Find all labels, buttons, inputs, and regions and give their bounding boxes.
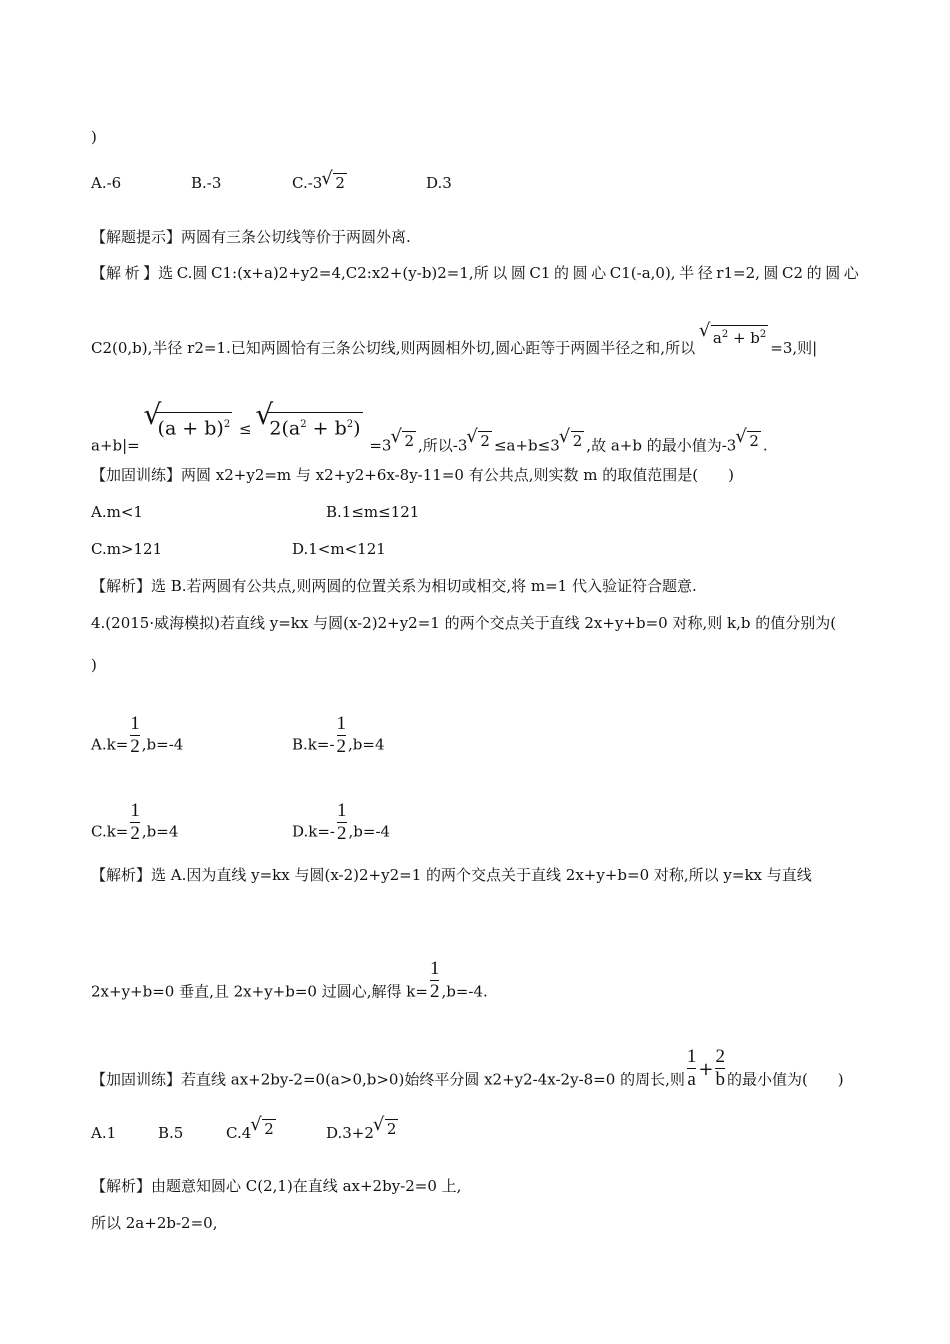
drill1-question: 【加固训练】两圆 x2+y2=m 与 x2+y2+6x-8y-11=0 有公共点,则实数 m 的取值范围是( ) (91, 466, 734, 484)
q3-analysis-line1: 【解 析 】选 C.圆 C1:(x+a)2+y2=4,C2:x2+(y-b)2=1,所 以 圆 C1 的 圆 心 C1(-a,0), 半 径 r1=2, 圆 C2 的 圆 心 (91, 264, 859, 282)
drill2-option-d: D.3+2√ 2 (326, 1123, 400, 1143)
q3-hint: 【解题提示】两圆有三条公切线等价于两圆外离. (91, 228, 411, 246)
drill2-option-c: C.4√ 2 (226, 1123, 278, 1143)
sqrt-2-a2-b2: √ $2(a^2 + b^2)$ (257, 412, 362, 440)
drill1-option-c: C.m>121 (91, 540, 163, 558)
q4-option-c: C.k= $\frac{1}{2}$ ,b=4 (91, 800, 179, 844)
drill1-option-d: D.1<m<121 (292, 540, 386, 558)
q3-option-b: B.-3 (191, 174, 222, 192)
q4-option-d: D.k=- $\frac{1}{2}$ ,b=-4 (292, 800, 391, 844)
q4-tail: ) (91, 656, 97, 674)
drill2-option-b: B.5 (158, 1124, 184, 1142)
drill1-option-a: A.m<1 (91, 503, 143, 521)
drill1-option-b: B.1≤m≤121 (326, 503, 420, 521)
q3-analysis-line3: a+b|= √ $(a + b)^2$ ≤ √ $2(a^2 + b^2) =3√$ 2 ,所以-3√ 2 ≤a+b≤3√ 2 ,故 a+b 的最小值为-3√ 2 . (91, 428, 768, 456)
q3-option-c: C.-3√ 2 (292, 173, 349, 193)
drill1-analysis: 【解析】选 B.若两圆有公共点,则两圆的位置关系为相切或相交,将 m=1 代入验证符合题意. (91, 577, 697, 595)
q4-analysis-line1: 【解析】选 A.因为直线 y=kx 与圆(x-2)2+y2=1 的两个交点关于直线 2x+y+b=0 对称,所以 y=kx 与直线 (91, 866, 812, 884)
q4-option-a: A.k= $\frac{1}{2}$ ,b=-4 (91, 713, 184, 757)
q3-tail: ) (91, 128, 97, 146)
drill2-question: 【加固训练】若直线 ax+2by-2=0(a>0,b>0)始终平分圆 x2+y2-4x-2y-8=0 的周长,则 $\frac{1}{a}$ + $\frac{2}{b}$ 的最小值为( ) (91, 1046, 844, 1090)
q3-option-d: D.3 (426, 174, 452, 192)
drill2-analysis-line1: 【解析】由题意知圆心 C(2,1)在直线 ax+2by-2=0 上, (91, 1177, 462, 1195)
sqrt-ab-squared: √ $(a + b)^2$ (146, 412, 233, 440)
q3-analysis-line2: C2(0,b),半径 r2=1.已知两圆恰有三条公切线,则两圆相外切,圆心距等于两圆半径之和,所以 √ $a^2 + b^2=3$,则| (91, 335, 817, 358)
q4-question: 4.(2015·威海模拟)若直线 y=kx 与圆(x-2)2+y2=1 的两个交点关于直线 2x+y+b=0 对称,则 k,b 的值分别为( (91, 614, 837, 632)
q4-option-b: B.k=- $\frac{1}{2}$ ,b=4 (292, 713, 385, 757)
sqrt-a2-b2: √ $a^2 + b^2$ (701, 325, 768, 348)
q4-analysis-line2: 2x+y+b=0 垂直,且 2x+y+b=0 过圆心,解得 k= $\frac{1}{2}$ ,b=-4. (91, 958, 488, 1002)
q3-option-a: A.-6 (91, 174, 122, 192)
drill2-option-a: A.1 (91, 1124, 117, 1142)
drill2-analysis-line2: 所以 2a+2b-2=0, (91, 1214, 218, 1232)
